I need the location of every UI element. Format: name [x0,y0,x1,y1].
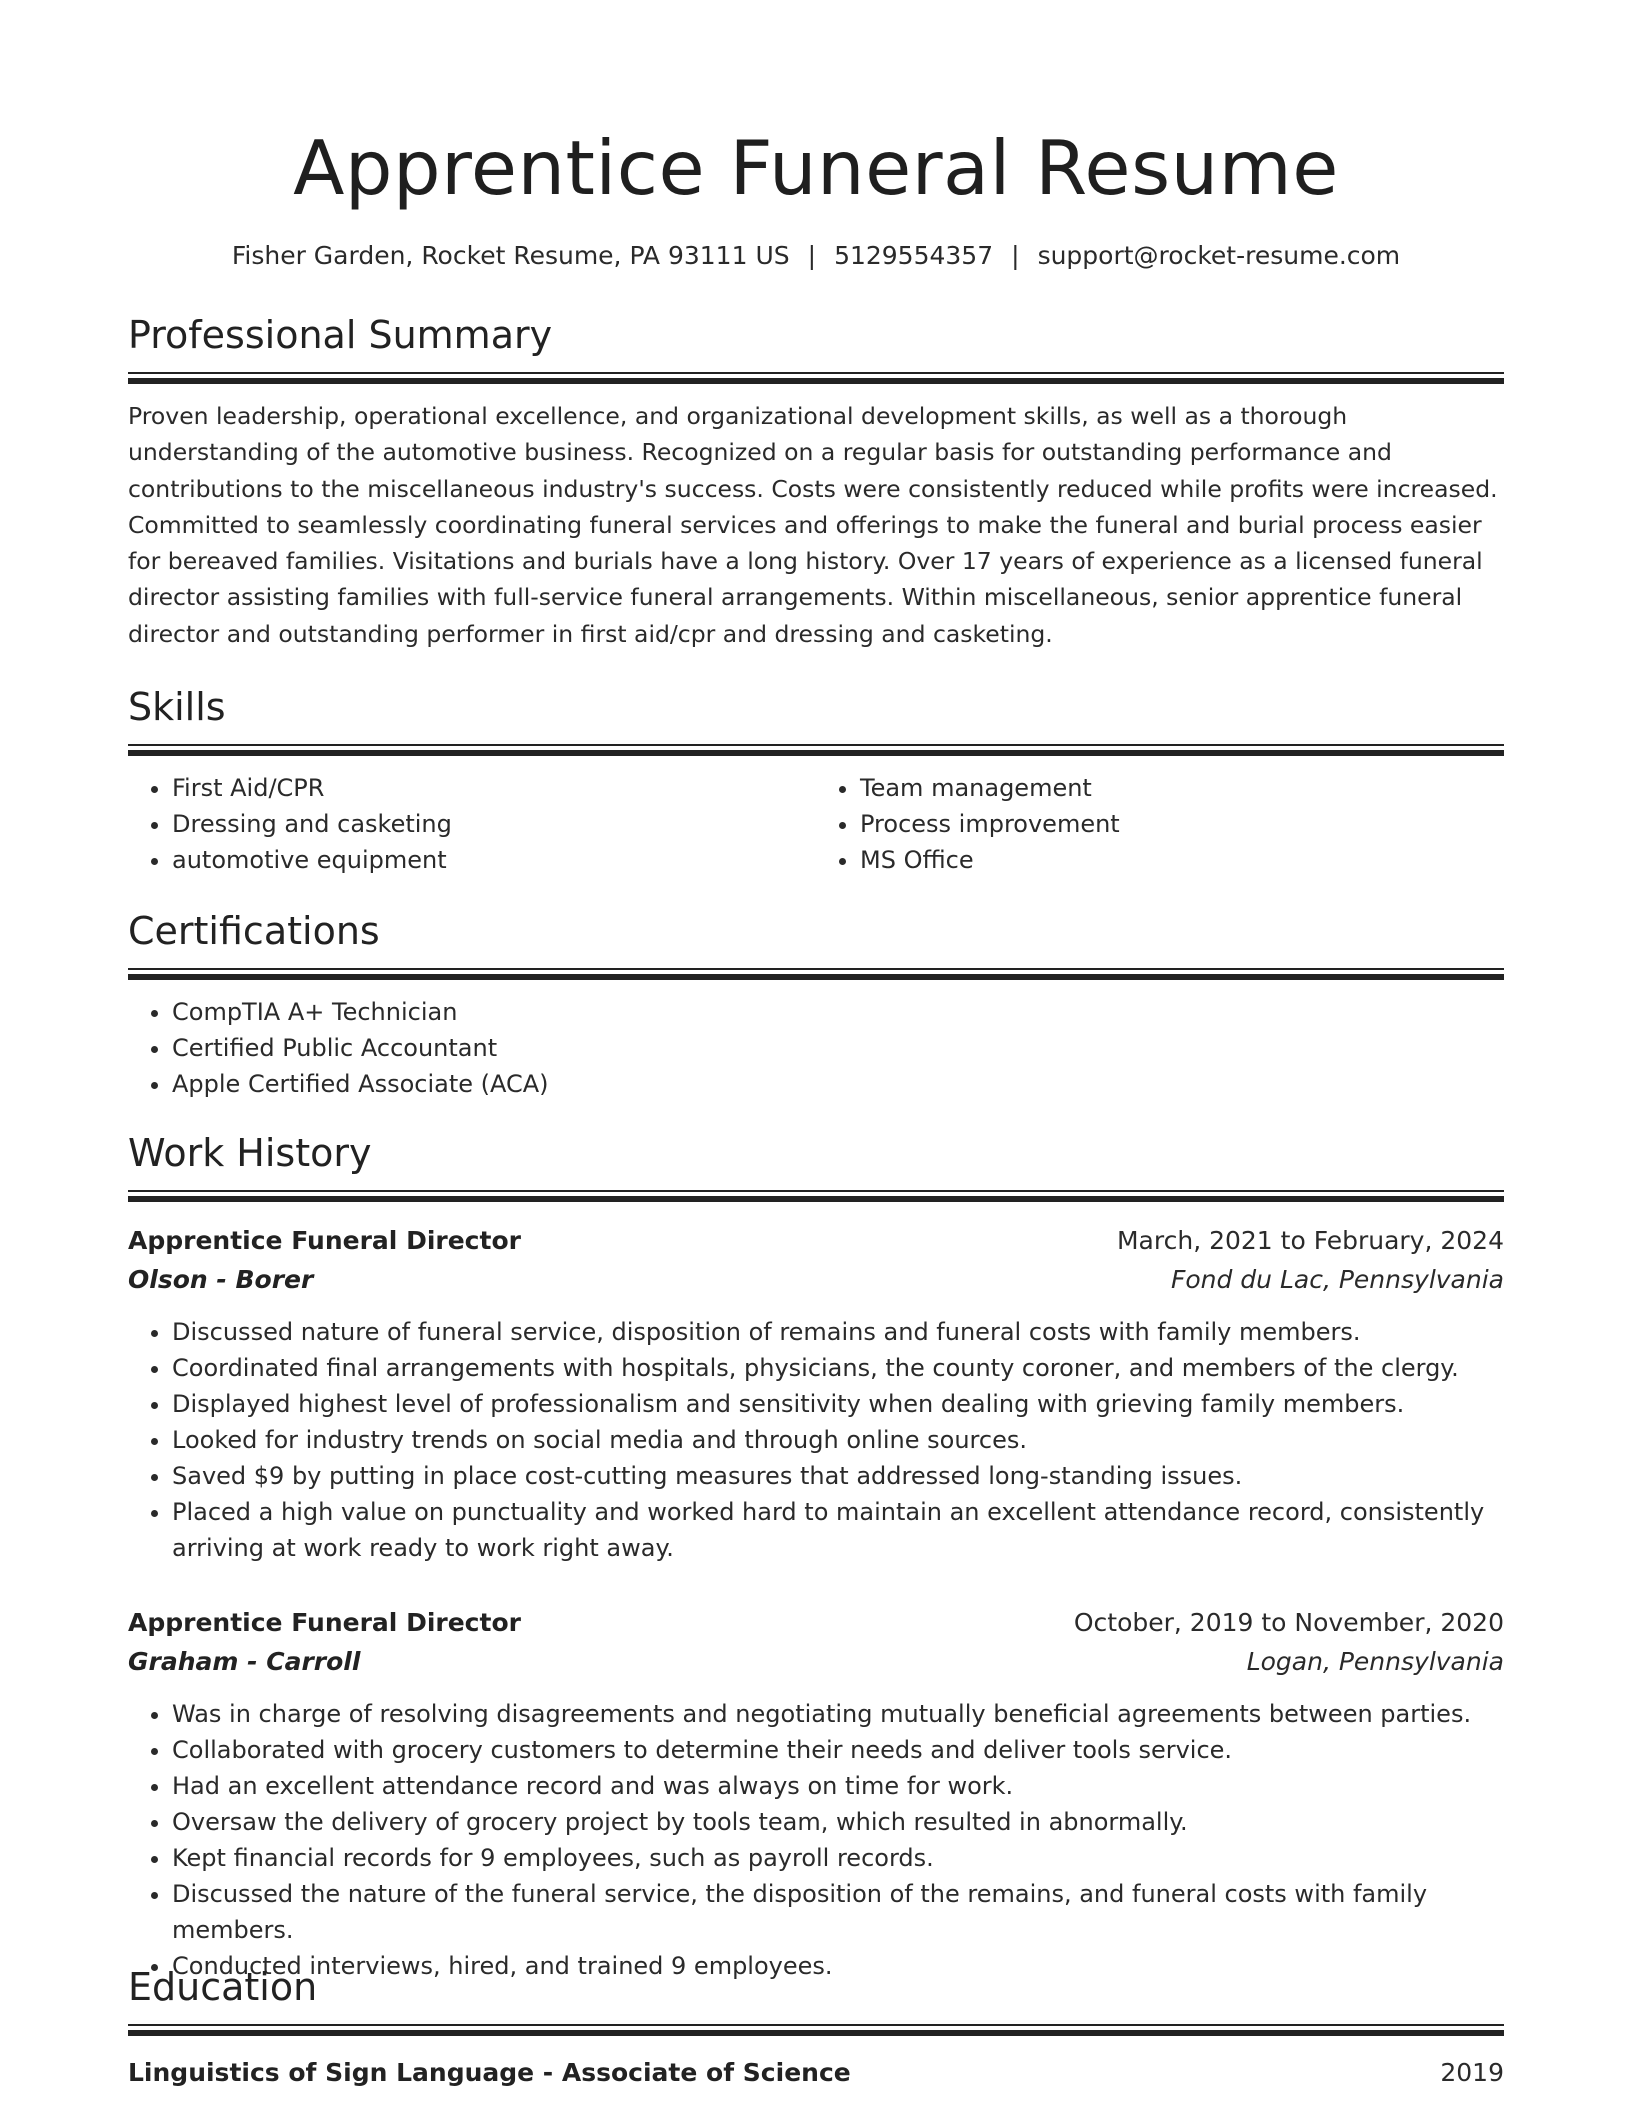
skills-list-left [128,770,816,878]
job-duty: • Conducted interviews, hired, and trained 9 employees. [172,1948,1504,1984]
job-entry [128,1222,1504,1566]
education-degree: Linguistics of Sign Language - Associate of Science [128,2058,851,2087]
job-company: Graham - Carroll [128,1647,361,1676]
job-location: Logan, Pennsylvania [1246,1647,1504,1676]
education-year: 2019 [1440,2058,1504,2087]
resume-title: Apprentice Funeral Resume [293,124,1339,212]
job-duty: • Looked for industry trends on social media and through online sources. [172,1422,1504,1458]
certification-item: • Certified Public Accountant [172,1030,1504,1066]
work-history-section [128,1128,1504,1984]
job-duty: • Kept financial records for 9 employees, such as payroll records. [172,1840,1504,1876]
skill-item: • First Aid/CPR [172,770,816,806]
skills-columns [128,756,1504,878]
job-title: Apprentice Funeral Director [128,1608,521,1637]
section-divider [128,1190,1504,1202]
skill-item: • Team management [860,770,1504,806]
job-duties-list [128,1696,1504,1984]
job-dates: October, 2019 to November, 2020 [1073,1608,1504,1637]
skill-item: • MS Office [860,842,1504,878]
job-location: Fond du Lac, Pennsylvania [1170,1265,1504,1294]
work-history-heading: Work History [128,1131,372,1175]
skill-item: • Dressing and casketing [172,806,816,842]
section-divider [128,744,1504,756]
education-row [128,2054,1504,2092]
job-company: Olson - Borer [128,1265,314,1294]
section-divider [128,372,1504,384]
skill-item: • Process improvement [860,806,1504,842]
skills-section [128,682,1504,878]
job-duty: • Saved $9 by putting in place cost-cutting measures that addressed long-standing issues. [172,1458,1504,1494]
job-title: Apprentice Funeral Director [128,1226,521,1255]
contact-email: support@rocket-resume.com [1037,241,1401,270]
job-header-row [128,1222,1504,1260]
job-duty: • Oversaw the delivery of grocery project by tools team, which resulted in abnormally. [172,1804,1504,1840]
education-heading: Education [128,1965,318,2009]
job-duty: • Collaborated with grocery customers to determine their needs and deliver tools service. [172,1732,1504,1768]
certifications-list [128,994,1504,1102]
contact-line [128,238,1504,274]
skills-list-right [816,770,1504,878]
job-dates: March, 2021 to February, 2024 [1116,1226,1504,1255]
summary-section [128,310,1504,652]
contact-address: Fisher Garden, Rocket Resume, PA 93111 US [231,241,790,270]
section-divider [128,968,1504,980]
certifications-heading: Certifications [128,909,380,953]
job-entry [128,1604,1504,1984]
section-divider [128,2024,1504,2036]
education-section [128,1962,1504,2092]
contact-separator: | [807,241,817,270]
certification-item: • Apple Certified Associate (ACA) [172,1066,1504,1102]
job-company-row [128,1642,1504,1682]
certifications-section [128,906,1504,1102]
job-duty: • Had an excellent attendance record and was always on time for work. [172,1768,1504,1804]
skill-item: • automotive equipment [172,842,816,878]
skills-heading: Skills [128,685,226,729]
job-company-row [128,1260,1504,1300]
contact-phone: 5129554357 [834,241,994,270]
job-duty: • Coordinated final arrangements with hospitals, physicians, the county coroner, and members of the clergy. [172,1350,1504,1386]
summary-heading: Professional Summary [128,313,553,357]
summary-text: Proven leadership, operational excellence, and organizational development skills, as well as a thorough understanding of the automotive business. Recognized on a regular basis for outstanding performance and contributions to the miscellaneous industry's success. Costs were consistently reduced while profits were increased. Committed to seamlessly coordinating funeral services and offerings to make the funeral and burial process easier for bereaved families. Visitations and burials have a long history. Over 17 years of experience as a licensed funeral director assisting families with full-service funeral arrangements. Within miscellaneous, senior apprentice funeral director and outstanding performer in first aid/cpr and dressing and casketing. [128,402,1498,648]
certification-item: • CompTIA A+ Technician [172,994,1504,1030]
job-duty: • Displayed highest level of professionalism and sensitivity when dealing with grieving family members. [172,1386,1504,1422]
job-header-row [128,1604,1504,1642]
job-duty: • Discussed the nature of the funeral service, the disposition of the remains, and funeral costs with family members. [172,1876,1504,1948]
job-duty: • Placed a high value on punctuality and worked hard to maintain an excellent attendance record, consistently arriving at work ready to work right away. [172,1494,1504,1566]
job-duties-list [128,1314,1504,1566]
job-duty: • Was in charge of resolving disagreements and negotiating mutually beneficial agreements between parties. [172,1696,1504,1732]
job-duty: • Discussed nature of funeral service, disposition of remains and funeral costs with family members. [172,1314,1504,1350]
contact-separator: | [1011,241,1020,270]
